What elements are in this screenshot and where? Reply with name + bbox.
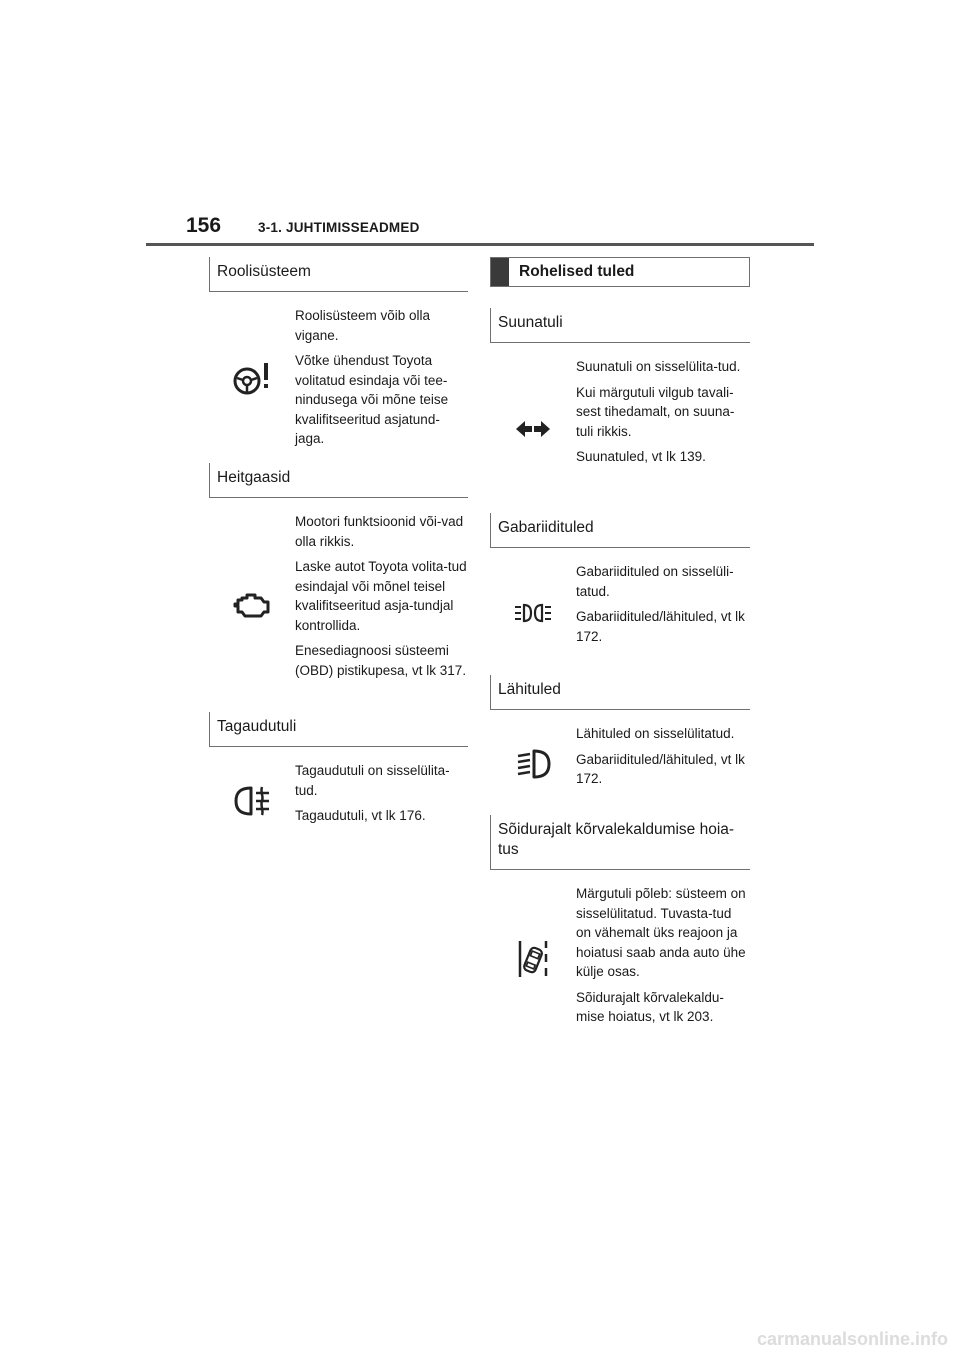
item-text (576, 724, 750, 803)
watermark: carmanualsonline.info (756, 1329, 948, 1349)
item-paragraph: Tagaudutuli, vt lk 176. (295, 808, 426, 823)
item-text (295, 306, 468, 451)
icon-cell (209, 761, 295, 841)
icon-cell (490, 884, 576, 1034)
left-column (209, 257, 468, 841)
lane-departure-icon (517, 939, 549, 979)
section-title: Tagaudutuli (209, 712, 468, 747)
list-item (490, 710, 750, 803)
item-paragraph: Mootori funktsioonid või-vad olla rikkis. (295, 514, 464, 549)
item-paragraph: Võtke ühendust Toyota volitatud esindaja või tee-nindusega või mõne teise kvalifitseeritud asjatund-jaga. (295, 353, 449, 446)
heading-text: Rohelised tuled (519, 263, 635, 280)
item-paragraph: Lähituled on sisselülitatud. (576, 726, 735, 741)
item-paragraph: Suunatuled, vt lk 139. (576, 449, 706, 464)
steering-warning-icon (231, 361, 273, 397)
chapter-title: 3-1. JUHTIMISSEADMED (258, 220, 420, 235)
list-item (209, 292, 468, 451)
item-text (576, 884, 750, 1034)
section-rear-fog (209, 712, 468, 841)
item-paragraph: Gabariidituled/lähituled, vt lk 172. (576, 609, 745, 644)
item-paragraph: Laske autot Toyota volita-tud esindajal või mõnel teisel kvalifitseeritud asja-tundjal kontrollida. (295, 559, 467, 633)
turn-signal-icon (514, 418, 552, 440)
section-parking-lights (490, 513, 750, 663)
item-paragraph: Roolisüsteem võib olla vigane. (295, 308, 431, 343)
item-paragraph: Sõidurajalt kõrvalekaldu-mise hoiatus, vt lk 203. (576, 989, 724, 1024)
right-column (490, 257, 750, 1034)
section-title: Roolisüsteem (209, 257, 468, 292)
section-title: Gabariidituled (490, 513, 750, 548)
engine-check-icon (233, 592, 271, 620)
list-item (490, 870, 750, 1034)
section-lane-departure (490, 815, 750, 1034)
section-title: Heitgaasid (209, 463, 468, 498)
item-paragraph: Gabariidituled/lähituled, vt lk 172. (576, 751, 745, 786)
item-paragraph: Kui märgutuli vilgub tavali-sest tihedamalt, on suuna-tuli rikkis. (576, 384, 735, 439)
parking-light-icon (513, 602, 553, 624)
icon-cell (209, 306, 295, 451)
icon-cell (209, 512, 295, 700)
section-title: Lähituled (490, 675, 750, 710)
section-exhaust (209, 463, 468, 700)
low-beam-icon (514, 748, 552, 780)
icon-cell (490, 724, 576, 803)
list-item (490, 343, 750, 501)
icon-cell (490, 562, 576, 663)
item-paragraph: Enesediagnoosi süsteemi (OBD) pistikupesa, vt lk 317. (295, 643, 467, 678)
header-divider (146, 243, 814, 246)
item-paragraph: Märgutuli põleb: süsteem on sisselülitatud. Tuvasta-tud on vähemalt üks reajoon ja hoiatusi saab anda auto ühe külje osas. (576, 886, 746, 979)
item-text (576, 562, 750, 663)
item-paragraph: Tagaudutuli on sisselülita-tud. (295, 763, 450, 798)
list-item (490, 548, 750, 663)
item-text (576, 357, 750, 501)
item-paragraph: Gabariidituled on sisselüli-tatud. (576, 564, 734, 599)
section-title: Sõidurajalt kõrvalekaldumise hoia-tus (490, 815, 750, 870)
heading-bar (491, 258, 509, 286)
item-text (295, 512, 468, 700)
list-item (209, 747, 468, 841)
section-title: Suunatuli (490, 308, 750, 343)
green-lights-heading (490, 257, 750, 287)
rear-fog-light-icon (231, 784, 273, 818)
icon-cell (490, 357, 576, 501)
section-turn-signal (490, 308, 750, 501)
list-item (209, 498, 468, 700)
section-low-beam (490, 675, 750, 803)
item-paragraph: Suunatuli on sisselülita-tud. (576, 359, 741, 374)
item-text (295, 761, 468, 841)
section-steering (209, 257, 468, 451)
page-number: 156 (186, 214, 222, 237)
